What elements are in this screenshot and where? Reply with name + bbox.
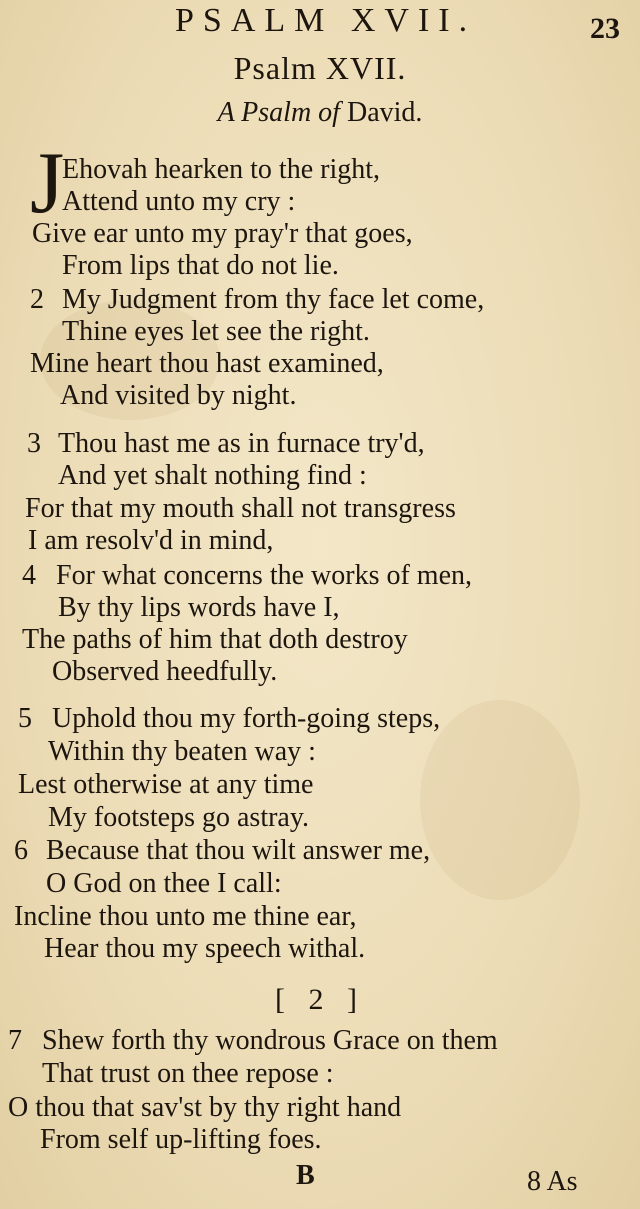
verse-line: Thou hast me as in furnace try'd, xyxy=(58,428,425,459)
verse-line: Hear thou my speech withal. xyxy=(44,933,366,964)
psalm-subtitle xyxy=(0,97,640,129)
verse-number: 7 xyxy=(8,1025,22,1056)
paper-stain xyxy=(420,700,580,900)
verse-line: My Judgment from thy face let come, xyxy=(62,284,485,315)
verse-number: 6 xyxy=(14,835,28,866)
subtitle-roman: David. xyxy=(346,97,423,128)
verse-line: For what concerns the works of men, xyxy=(56,560,473,591)
verse-line: I am resolv'd in mind, xyxy=(28,525,274,556)
verse-line: The paths of him that doth destroy xyxy=(22,624,408,655)
drop-cap: J xyxy=(30,135,65,232)
verse-line: From lips that do not lie. xyxy=(62,250,339,281)
verse-line: Mine heart thou hast examined, xyxy=(30,348,384,379)
verse-line: That trust on thee repose : xyxy=(42,1058,334,1089)
subtitle-italic: A Psalm of xyxy=(217,97,340,128)
verse-line: Incline thou unto me thine ear, xyxy=(14,901,357,932)
psalm-title: Psalm XVII. xyxy=(233,50,407,86)
verse-line: O thou that sav'st by thy right hand xyxy=(8,1092,402,1123)
verse-line: Shew forth thy wondrous Grace on them xyxy=(42,1025,498,1056)
page-number: 23 xyxy=(590,12,620,45)
verse-line: Thine eyes let see the right. xyxy=(62,316,370,347)
verse-line: For that my mouth shall not transgress xyxy=(25,493,456,524)
verse-number: 3 xyxy=(27,428,41,459)
verse-line: Because that thou wilt answer me, xyxy=(46,835,431,866)
verse-line: Lest otherwise at any time xyxy=(18,769,314,800)
verse-line: Uphold thou my forth-going steps, xyxy=(52,703,441,734)
verse-number: 5 xyxy=(18,703,32,734)
verse-line: By thy lips words have I, xyxy=(58,592,340,623)
running-head: PSALM XVII. xyxy=(175,2,477,39)
verse-line: Give ear unto my pray'r that goes, xyxy=(32,218,413,249)
section-marker: [ 2 ] xyxy=(275,983,365,1016)
verse-line: And visited by night. xyxy=(60,380,297,411)
verse-line: O God on thee I call: xyxy=(46,868,282,899)
catchword: 8 As xyxy=(527,1166,578,1197)
signature-mark: B xyxy=(296,1160,315,1191)
verse-line: Observed heedfully. xyxy=(52,656,278,687)
verse-line: From self up-lifting foes. xyxy=(40,1124,322,1155)
verse-line: My footsteps go astray. xyxy=(48,802,310,833)
verse-number: 2 xyxy=(30,284,44,315)
verse-line: Ehovah hearken to the right, xyxy=(62,154,381,185)
verse-line: Attend unto my cry : xyxy=(62,186,296,217)
verse-line: Within thy beaten way : xyxy=(48,736,316,767)
verse-line: And yet shalt nothing find : xyxy=(58,460,367,491)
verse-number: 4 xyxy=(22,560,36,591)
